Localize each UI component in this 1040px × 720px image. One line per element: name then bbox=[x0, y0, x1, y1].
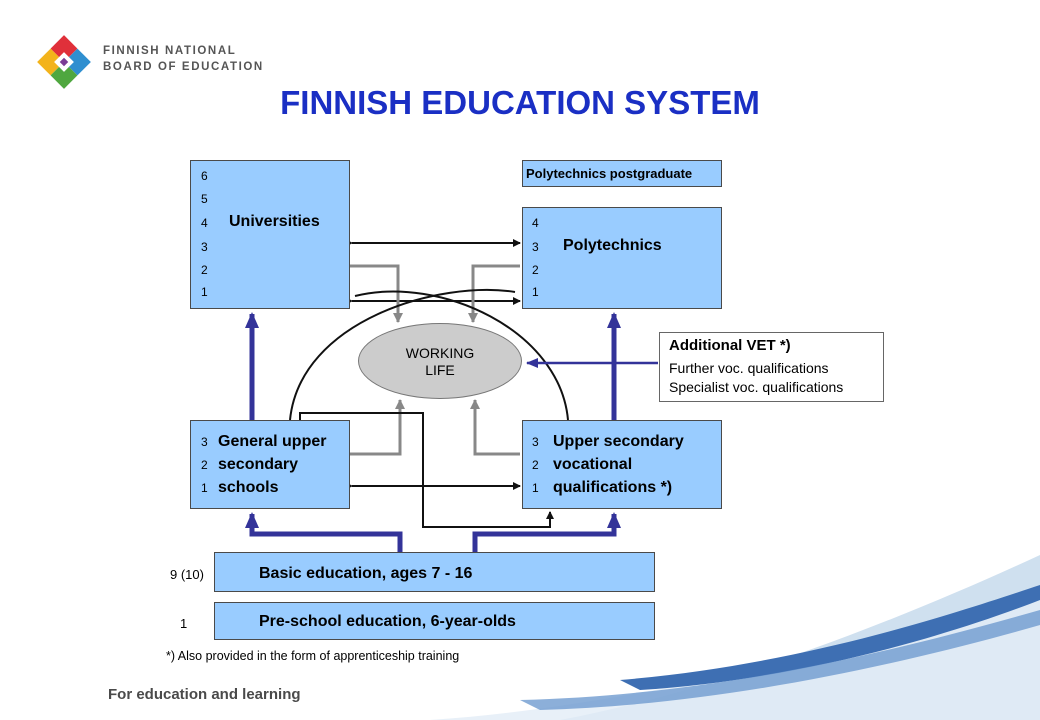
general-upper-line1: General upper bbox=[218, 433, 327, 450]
polytechnics-box bbox=[522, 207, 722, 309]
universities-year-3: 3 bbox=[201, 240, 208, 254]
vocational-year-1: 1 bbox=[532, 481, 539, 495]
polytechnics-year-4: 4 bbox=[532, 216, 539, 230]
vocational-line2: vocational bbox=[553, 456, 633, 473]
polytech-postgrad-box bbox=[522, 160, 722, 187]
additional-vet-title: Additional VET *) bbox=[669, 337, 791, 354]
universities-box bbox=[190, 160, 350, 309]
general-upper-year-2: 2 bbox=[201, 458, 208, 472]
preschool-box bbox=[214, 602, 655, 640]
vocational-line1: Upper secondary bbox=[553, 433, 684, 450]
universities-year-1: 1 bbox=[201, 285, 208, 299]
org-name-line2: BOARD OF EDUCATION bbox=[103, 61, 264, 73]
basic-education-label: Basic education, ages 7 - 16 bbox=[259, 565, 473, 582]
basic-education-box bbox=[214, 552, 655, 592]
org-name-line1: FINNISH NATIONAL bbox=[103, 45, 237, 57]
additional-vet-box bbox=[659, 332, 884, 402]
vocational-year-2: 2 bbox=[532, 458, 539, 472]
working-life-line1: WORKING bbox=[405, 345, 475, 361]
universities-year-5: 5 bbox=[201, 192, 208, 206]
vocational-line3: qualifications *) bbox=[553, 479, 673, 496]
universities-year-2: 2 bbox=[201, 263, 208, 277]
general-upper-line3: schools bbox=[218, 479, 279, 496]
additional-vet-line2: Specialist voc. qualifications bbox=[669, 379, 844, 395]
polytech-postgrad-label: Polytechnics postgraduate bbox=[526, 166, 693, 181]
page-title: FINNISH EDUCATION SYSTEM bbox=[280, 84, 760, 121]
polytechnics-label: Polytechnics bbox=[563, 237, 662, 254]
polytechnics-year-1: 1 bbox=[532, 285, 539, 299]
universities-year-6: 6 bbox=[201, 169, 208, 183]
universities-label: Universities bbox=[229, 213, 320, 230]
general-upper-box bbox=[190, 420, 350, 509]
working-life-line2: LIFE bbox=[425, 362, 455, 378]
general-upper-year-1: 1 bbox=[201, 481, 208, 495]
preschool-label: Pre-school education, 6-year-olds bbox=[259, 613, 516, 630]
working-life-ellipse bbox=[358, 323, 522, 399]
general-upper-line2: secondary bbox=[218, 456, 299, 473]
apprenticeship-note: *) Also provided in the form of apprenticeship training bbox=[166, 649, 460, 663]
footer-tagline: For education and learning bbox=[108, 686, 301, 703]
polytechnics-year-2: 2 bbox=[532, 263, 539, 277]
polytechnics-year-3: 3 bbox=[532, 240, 539, 254]
basic-years: 9 (10) bbox=[170, 567, 204, 582]
universities-year-4: 4 bbox=[201, 216, 208, 230]
additional-vet-line1: Further voc. qualifications bbox=[669, 360, 829, 376]
vocational-year-3: 3 bbox=[532, 435, 539, 449]
preschool-years: 1 bbox=[180, 616, 188, 631]
vocational-box bbox=[522, 420, 722, 509]
general-upper-year-3: 3 bbox=[201, 435, 208, 449]
